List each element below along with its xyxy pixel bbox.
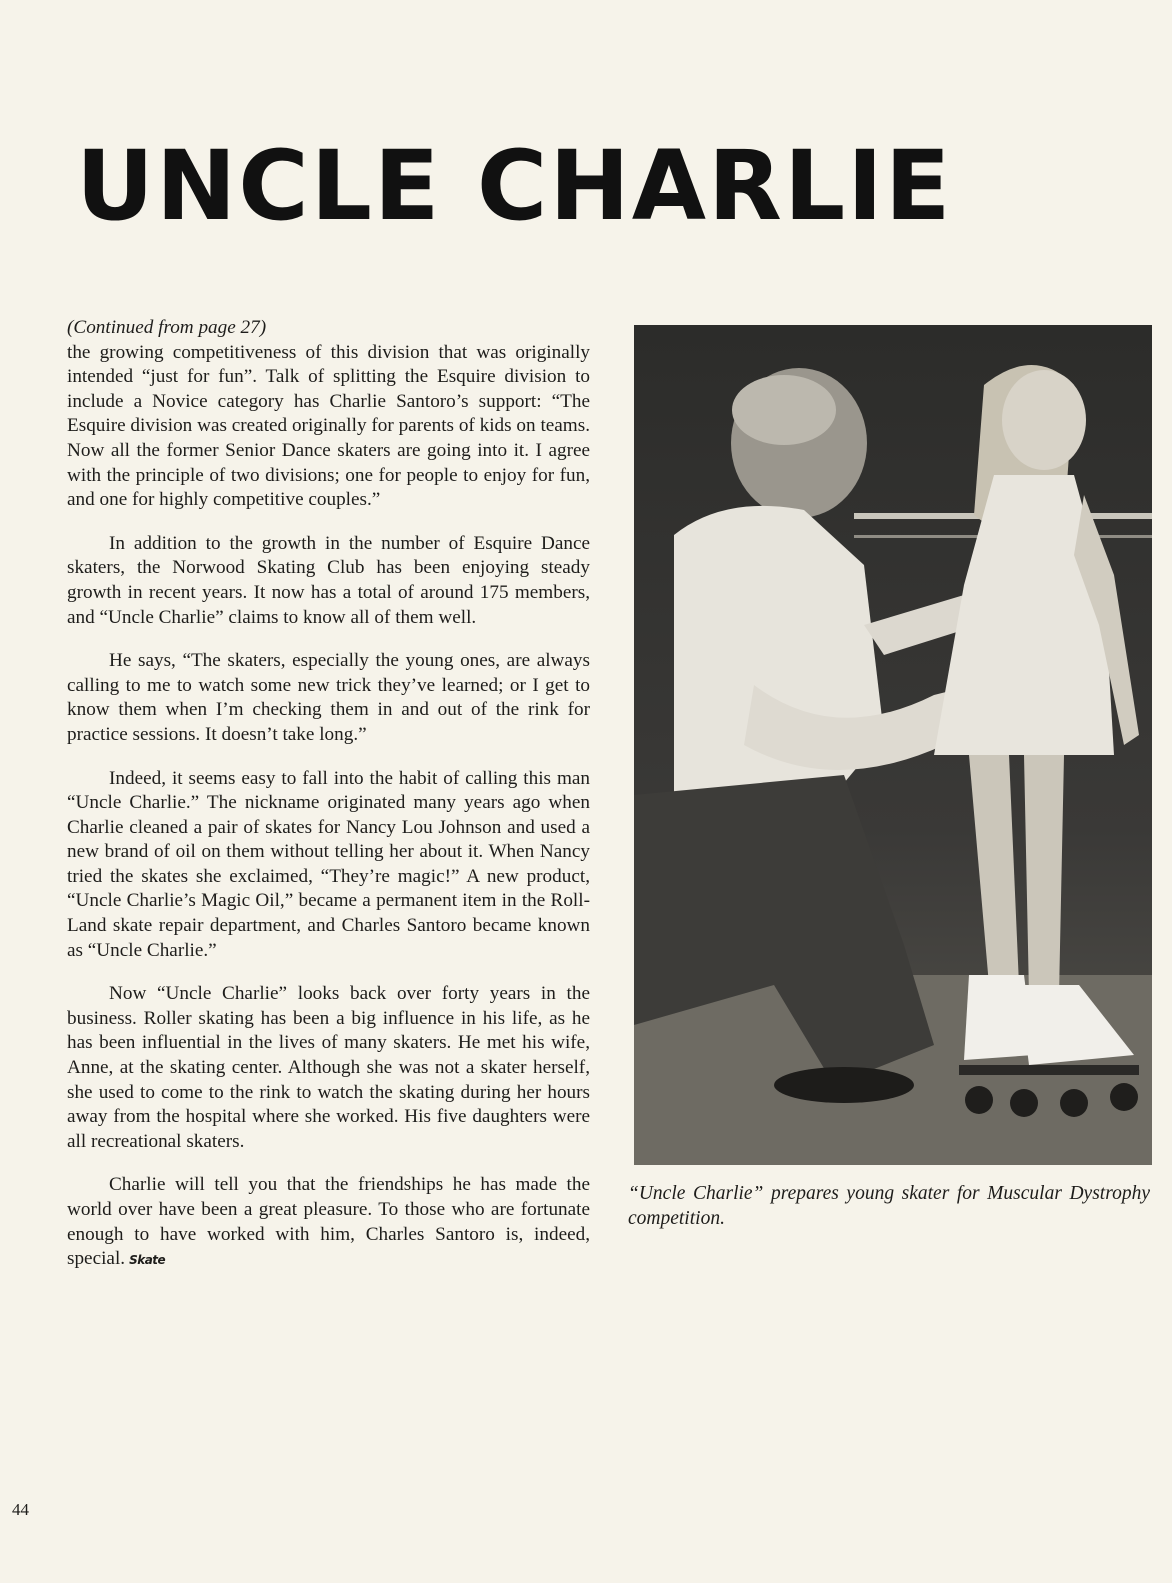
skate-end-mark: Skate bbox=[129, 1253, 166, 1268]
continued-note: (Continued from page 27) bbox=[67, 317, 267, 338]
photo-kneeling-man-and-girl-skater-icon bbox=[634, 325, 1152, 1165]
article-photo bbox=[634, 325, 1152, 1165]
paragraph-1-text: the growing competitiveness of this division that was originally intended “just for fun”. Talk of splitting the Esquire division to include a Novice category has Charlie Santoro’s support: “The Esquire division was created originally for parents of kids on teams. Now all the former Senior Dance skaters are going into it. I agree with the principle of two divisions; one for people to enjoy for fun, and one for highly competitive couples.” bbox=[67, 341, 590, 511]
paragraph-2: In addition to the growth in the number of Esquire Dance skaters, the Norwood Skating Club has been enjoying steady growth in recent years. It now has a total of around 175 members, and “Uncle Charlie” claims to know all of them well. bbox=[67, 532, 590, 628]
photo-caption: “Uncle Charlie” prepares young skater for Muscular Dystrophy competition. bbox=[628, 1183, 1150, 1229]
article-body bbox=[67, 316, 590, 1292]
article-title: UNCLE CHARLIE bbox=[76, 130, 953, 242]
paragraph-4: Indeed, it seems easy to fall into the habit of calling this man “Uncle Charlie.” The nickname originated many years ago when Charlie cleaned a pair of skates for Nancy Lou Johnson and used a new brand of oil on them without telling her about it. When Nancy tried the skates she exclaimed, “They’re magic!” A new product, “Uncle Charlie’s Magic Oil,” became a permanent item in the Roll-Land skate repair department, and Charles Santoro became known as “Uncle Charlie.” bbox=[67, 767, 590, 961]
paragraph-5: Now “Uncle Charlie” looks back over forty years in the business. Roller skating has been a big influence in his life, as he has been influential in the lives of many skaters. He met his wife, Anne, at the skating center. Although she was not a skater herself, she used to come to the rink to watch the skating during her hours away from the hospital where she worked. His five daughters were all recreational skaters. bbox=[67, 983, 590, 1152]
paragraph-6 bbox=[67, 1173, 590, 1272]
paragraph-1 bbox=[67, 316, 590, 513]
paragraph-6-text: Charlie will tell you that the friendships he has made the world over have been a great pleasure. To those who are fortunate enough to have worked with him, Charles Santoro is, indeed, special. bbox=[67, 1174, 590, 1270]
paragraph-3: He says, “The skaters, especially the young ones, are always calling to me to watch some new trick they’ve learned; or I get to know them when I’m checking them in and out of the rink for practice sessions. It doesn’t take long.” bbox=[67, 650, 590, 745]
page-number: 44 bbox=[12, 1500, 29, 1519]
